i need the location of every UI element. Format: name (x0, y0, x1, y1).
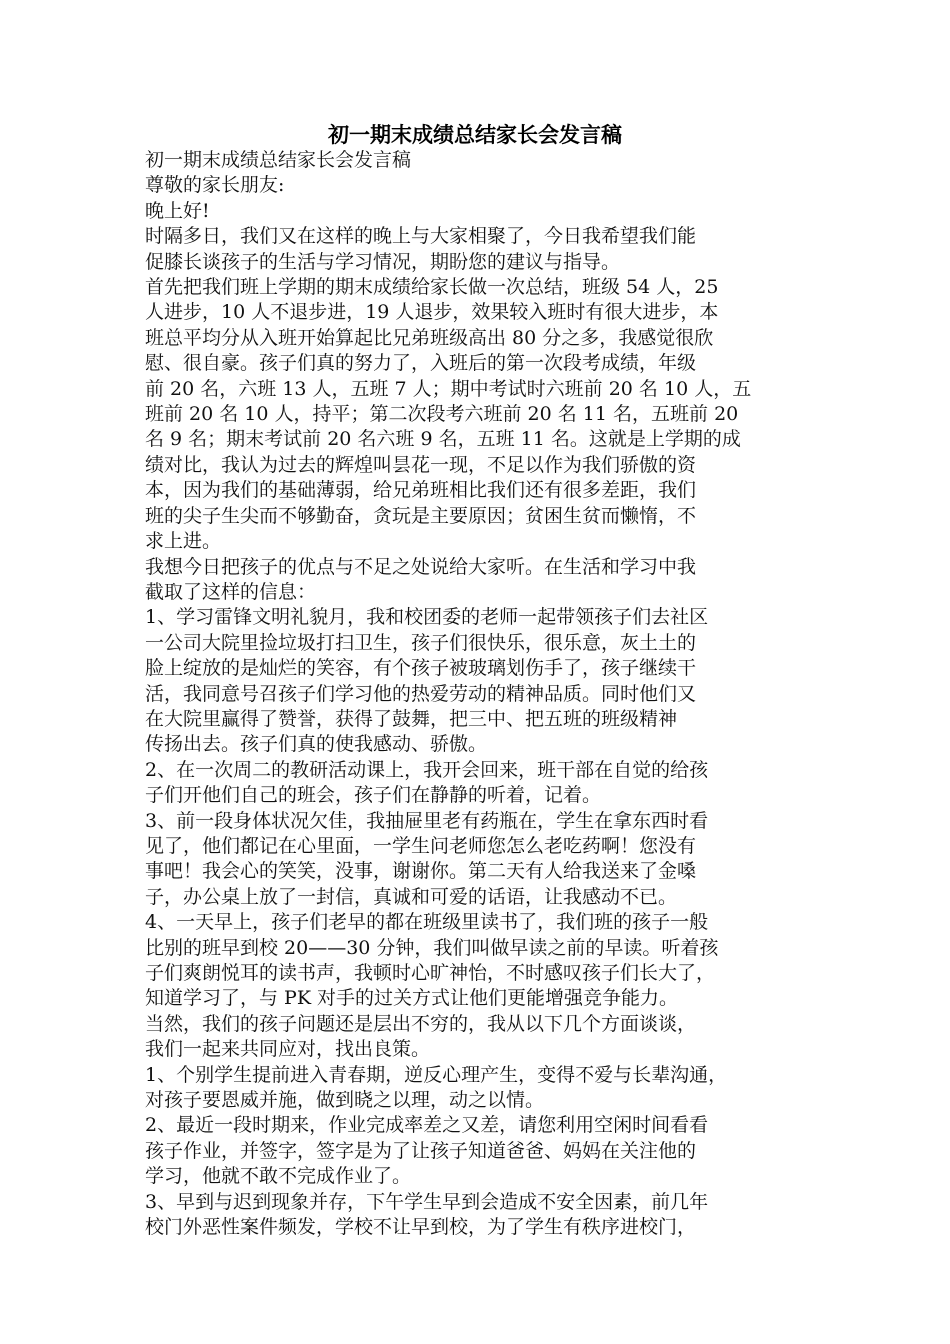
text-line: 班总平均分从入班开始算起比兄弟班级高出 80 分之多，我感觉很欣 (145, 326, 714, 349)
text-line: 前 20 名，六班 13 人，五班 7 人；期中考试时六班前 20 名 10 人，五 (145, 377, 752, 400)
text-line: 校门外恶性案件频发，学校不让早到校，为了学生有秩序进校门， (145, 1216, 697, 1239)
text-line: 促膝长谈孩子的生活与学习情况，期盼您的建议与指导。 (145, 250, 621, 273)
document-title: 初一期末成绩总结家长会发言稿 (328, 122, 622, 147)
text-line: 尊敬的家长朋友: (145, 174, 285, 197)
text-line: 慰、很自豪。孩子们真的努力了，入班后的第一次段考成绩，年级 (145, 352, 697, 375)
text-line: 本，因为我们的基础薄弱，给兄弟班相比我们还有很多差距，我们 (145, 479, 697, 502)
text-line: 子们开他们自己的班会，孩子们在静静的听着，记着。 (145, 784, 602, 807)
text-line: 子，办公桌上放了一封信，真诚和可爱的话语，让我感动不已。 (145, 885, 678, 908)
text-line: 时隔多日，我们又在这样的晚上与大家相聚了，今日我希望我们能 (145, 225, 697, 248)
text-line: 首先把我们班上学期的期末成绩给家长做一次总结，班级 54 人，25 (145, 276, 719, 299)
text-line: 一公司大院里捡垃圾打扫卫生，孩子们很快乐，很乐意，灰土土的 (145, 631, 697, 654)
text-line: 传扬出去。孩子们真的使我感动、骄傲。 (145, 733, 488, 756)
text-line: 绩对比，我认为过去的辉煌叫昙花一现，不足以作为我们骄傲的资 (145, 453, 697, 476)
text-line: 活，我同意号召孩子们学习他的热爱劳动的精神品质。同时他们又 (145, 682, 697, 705)
text-line: 截取了这样的信息： (145, 580, 317, 603)
text-line: 初一期末成绩总结家长会发言稿 (145, 149, 412, 171)
text-line: 班的尖子生尖而不够勤奋，贪玩是主要原因；贫困生贫而懒惰，不 (145, 504, 697, 527)
text-line: 3、前一段身体状况欠佳，我抽屉里老有药瓶在，学生在拿东西时看 (145, 809, 709, 832)
text-line: 班前 20 名 10 人，持平；第二次段考六班前 20 名 11 名，五班前 20 (145, 403, 739, 426)
text-line: 脸上绽放的是灿烂的笑容，有个孩子被玻璃划伤手了，孩子继续干 (145, 657, 697, 680)
text-line: 见了，他们都记在心里面，一学生问老师您怎么老吃药啊！您没有 (145, 834, 697, 857)
text-line: 2、最近一段时期来，作业完成率差之又差，请您利用空闲时间看看 (145, 1114, 709, 1137)
text-line: 知道学习了，与 PK 对手的过关方式让他们更能增强竞争能力。 (145, 987, 679, 1010)
text-line: 人进步，10 人不退步进，19 人退步，效果较入班时有很大进步，本 (145, 301, 719, 324)
text-line: 孩子作业，并签字，签字是为了让孩子知道爸爸、妈妈在关注他的 (145, 1139, 697, 1162)
text-line: 4、一天早上，孩子们老早的都在班级里读书了，我们班的孩子一般 (145, 911, 709, 934)
text-line: 我想今日把孩子的优点与不足之处说给大家听。在生活和学习中我 (145, 555, 697, 578)
text-line: 名 9 名；期末考试前 20 名六班 9 名，五班 11 名。这就是上学期的成 (145, 428, 741, 451)
text-line: 晚上好! (145, 199, 210, 222)
text-line: 3、早到与迟到现象并存，下午学生早到会造成不安全因素，前几年 (145, 1190, 709, 1213)
text-line: 在大院里赢得了赞誉，获得了鼓舞，把三中、把五班的班级精神 (145, 707, 678, 730)
text-line: 1、学习雷锋文明礼貌月，我和校团委的老师一起带领孩子们去社区 (145, 606, 709, 629)
text-line: 事吧！我会心的笑笑，没事，谢谢你。第二天有人给我送来了金嗓 (145, 860, 697, 883)
text-line: 我们一起来共同应对，找出良策。 (145, 1038, 431, 1061)
text-line: 学习，他就不敢不完成作业了。 (145, 1165, 412, 1188)
text-line: 子们爽朗悦耳的读书声，我顿时心旷神怡，不时感叹孩子们长大了， (145, 962, 716, 984)
text-line: 1、个别学生提前进入青春期，逆反心理产生，变得不爱与长辈沟通， (145, 1063, 728, 1086)
text-line: 求上进。 (145, 530, 222, 553)
text-line: 2、在一次周二的教研活动课上，我开会回来，班干部在自觉的给孩 (145, 758, 709, 781)
text-line: 对孩子要恩威并施，做到晓之以理，动之以情。 (145, 1089, 545, 1112)
text-line: 当然，我们的孩子问题还是层出不穷的，我从以下几个方面谈谈， (145, 1012, 697, 1035)
text-line: 比别的班早到校 20——30 分钟，我们叫做早读之前的早读。听着孩 (145, 936, 719, 959)
document-body (145, 148, 815, 1240)
